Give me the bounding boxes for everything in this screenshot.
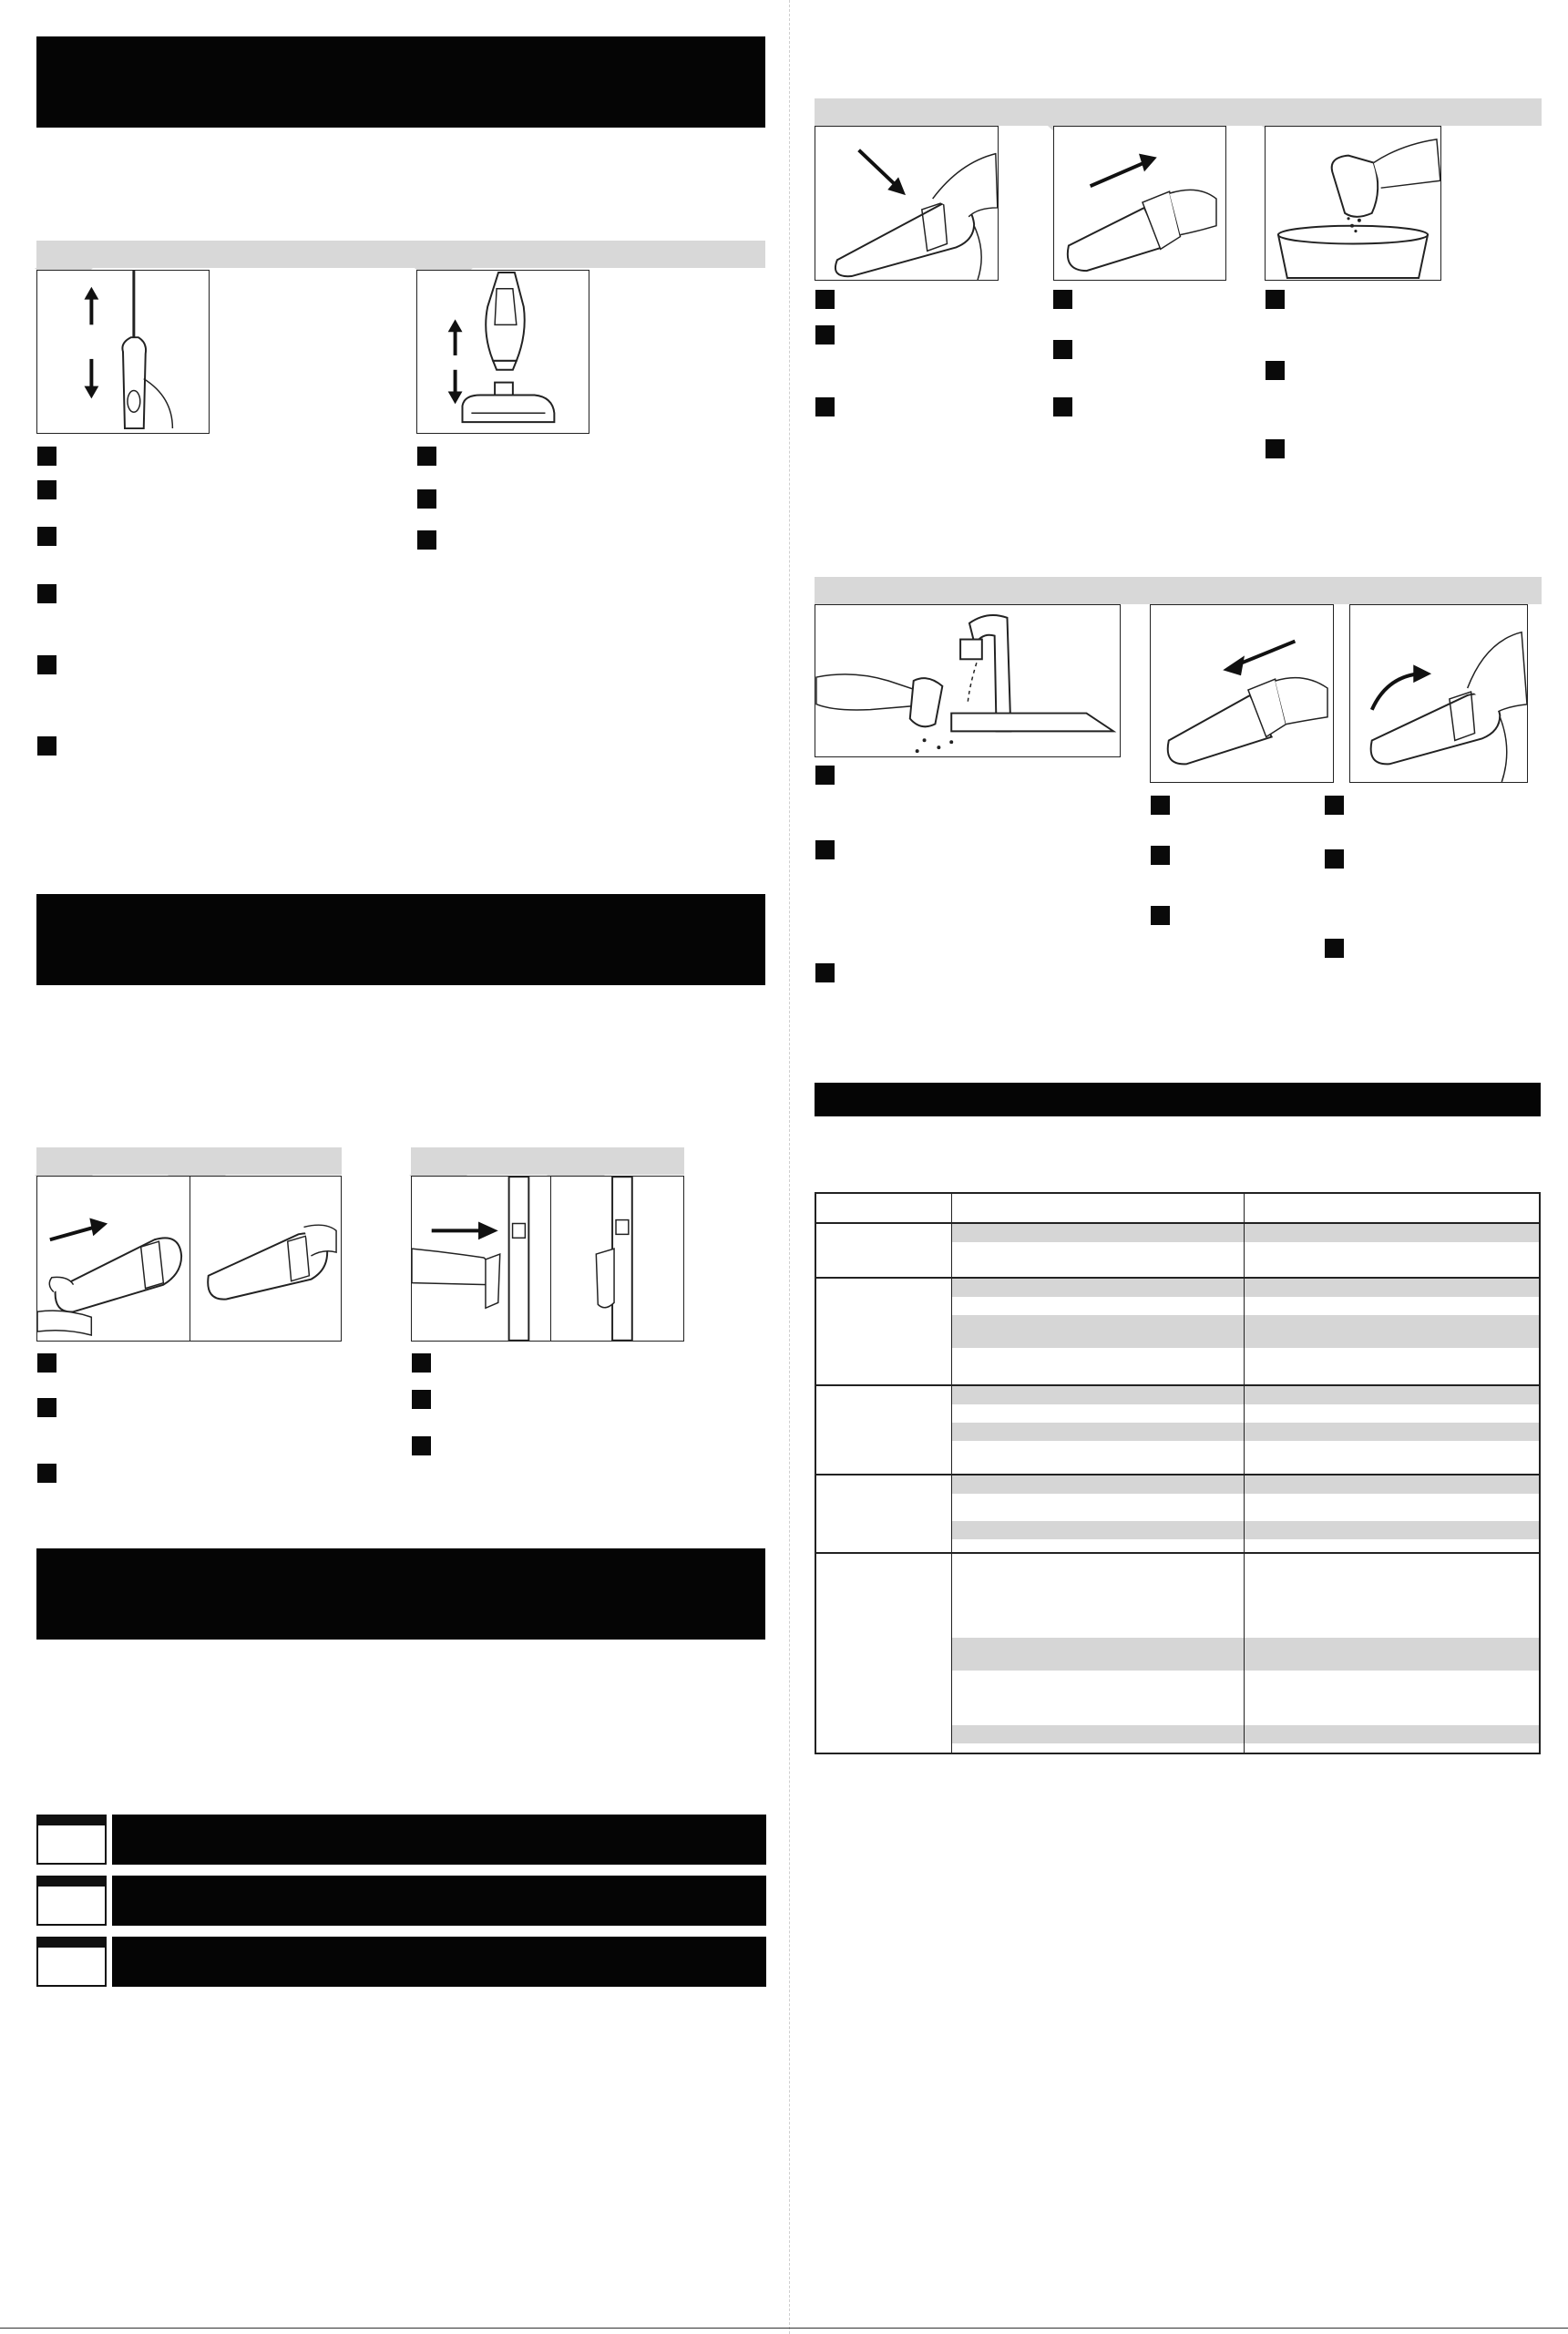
step-marker bbox=[412, 1436, 431, 1455]
step-marker bbox=[37, 527, 56, 546]
reinsert-filter-illustration bbox=[1150, 604, 1334, 783]
legend-box bbox=[36, 1876, 107, 1926]
step-marker bbox=[1325, 849, 1344, 869]
legend-box bbox=[36, 1937, 107, 1987]
step-marker bbox=[815, 963, 835, 982]
arrow-up-right-icon bbox=[1091, 154, 1157, 187]
table-header-cell bbox=[952, 1193, 1245, 1223]
table-row bbox=[815, 1475, 1540, 1553]
section-header-bar-2 bbox=[36, 894, 765, 985]
legend-bar bbox=[112, 1876, 766, 1926]
table-row bbox=[815, 1385, 1540, 1475]
section-header-bar-3 bbox=[36, 1548, 765, 1640]
handheld-attached-illustration bbox=[190, 1176, 342, 1342]
step-marker bbox=[1151, 906, 1170, 925]
step-marker bbox=[37, 655, 56, 674]
step-marker bbox=[1266, 290, 1285, 309]
step-marker bbox=[1151, 796, 1170, 815]
step-marker bbox=[417, 447, 436, 466]
step-marker bbox=[37, 1398, 56, 1417]
bottom-rule bbox=[0, 2328, 1568, 2329]
arrow-down-icon bbox=[84, 359, 98, 399]
step-marker bbox=[815, 290, 835, 309]
wall-mount-stored-illustration bbox=[550, 1176, 684, 1342]
arrow-up-icon bbox=[84, 287, 98, 325]
step-marker bbox=[37, 1464, 56, 1483]
legend-box bbox=[36, 1815, 107, 1865]
figure-band-4 bbox=[815, 577, 1542, 604]
step-marker bbox=[815, 397, 835, 416]
step-marker bbox=[37, 447, 56, 466]
release-dirt-cup-illustration bbox=[815, 126, 999, 281]
troubleshooting-table bbox=[815, 1192, 1541, 1754]
arrow-right-icon bbox=[432, 1222, 498, 1240]
step-marker bbox=[815, 325, 835, 344]
wash-filter-illustration bbox=[815, 604, 1121, 757]
arrow-right-icon bbox=[50, 1218, 108, 1240]
figure-band-2a bbox=[36, 1147, 342, 1175]
step-marker bbox=[37, 480, 56, 499]
arrow-down-left-icon bbox=[1223, 642, 1295, 676]
arrow-up-icon bbox=[448, 319, 463, 355]
wand-removal-illustration bbox=[36, 270, 210, 434]
table-header-row bbox=[815, 1193, 1540, 1223]
step-marker bbox=[37, 584, 56, 603]
legend-bar bbox=[112, 1937, 766, 1987]
table-row bbox=[815, 1278, 1540, 1385]
step-marker bbox=[417, 489, 436, 509]
floor-nozzle-attach-illustration bbox=[416, 270, 589, 434]
table-header-cell bbox=[1245, 1193, 1540, 1223]
figure-band-2b bbox=[411, 1147, 684, 1175]
step-marker bbox=[1266, 361, 1285, 380]
legend-bar bbox=[112, 1815, 766, 1865]
close-dirt-cup-illustration bbox=[1349, 604, 1528, 783]
step-marker bbox=[1053, 397, 1072, 416]
step-marker bbox=[815, 840, 835, 859]
troubleshooting-header-bar bbox=[815, 1083, 1541, 1116]
step-marker bbox=[1325, 939, 1344, 958]
step-marker bbox=[815, 766, 835, 785]
section-header-bar-1 bbox=[36, 36, 765, 128]
figure-band-3 bbox=[815, 98, 1542, 126]
curved-arrow-icon bbox=[1372, 664, 1431, 709]
step-marker bbox=[412, 1390, 431, 1409]
arrow-down-right-icon bbox=[859, 150, 906, 195]
table-row bbox=[815, 1223, 1540, 1278]
step-marker bbox=[1325, 796, 1344, 815]
wall-mount-insert-illustration bbox=[411, 1176, 552, 1342]
table-row bbox=[815, 1553, 1540, 1753]
step-marker bbox=[1053, 340, 1072, 359]
step-marker bbox=[1266, 439, 1285, 458]
table-header-cell bbox=[815, 1193, 952, 1223]
step-marker bbox=[37, 736, 56, 756]
step-marker bbox=[412, 1353, 431, 1373]
empty-dirt-cup-illustration bbox=[1265, 126, 1441, 281]
figure-band-1 bbox=[36, 241, 765, 268]
step-marker bbox=[1053, 290, 1072, 309]
page-fold-divider bbox=[789, 0, 790, 2334]
handheld-release-illustration bbox=[36, 1176, 191, 1342]
step-marker bbox=[417, 530, 436, 550]
arrow-down-icon bbox=[448, 370, 463, 405]
step-marker bbox=[1151, 846, 1170, 865]
remove-dirt-cup-illustration bbox=[1053, 126, 1226, 281]
step-marker bbox=[37, 1353, 56, 1373]
